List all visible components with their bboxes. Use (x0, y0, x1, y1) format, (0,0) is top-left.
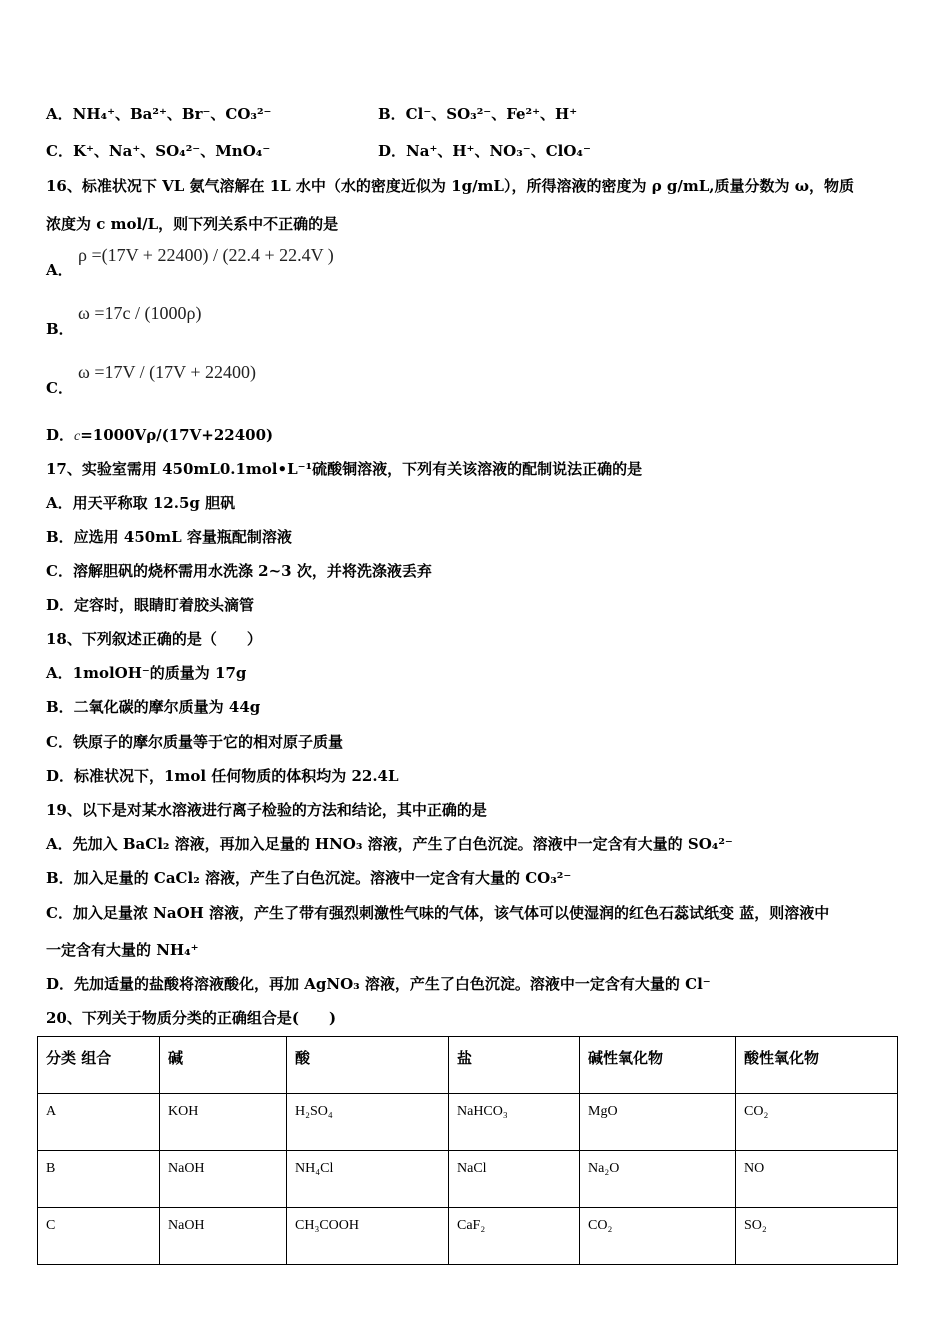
q15-option-c: C．K⁺、Na⁺、SO₄²⁻、MnO₄⁻ (46, 142, 271, 160)
q17-option-c: C．溶解胆矾的烧杯需用水洗涤 2~3 次，并将洗涤液丢弃 (46, 562, 432, 580)
q17-option-d: D．定容时，眼睛盯着胶头滴管 (46, 596, 255, 614)
q18-option-a: A．1molOH⁻的质量为 17g (46, 664, 247, 682)
q16-option-a-formula: ρ =(17V + 22400) / (22.4 + 22.4V ) (78, 245, 334, 265)
table-cell: NaHCO₃ (449, 1094, 580, 1151)
q15-option-d: D．Na⁺、H⁺、NO₃⁻、ClO₄⁻ (378, 142, 591, 160)
q17-option-b: B．应选用 450mL 容量瓶配制溶液 (46, 528, 292, 546)
q16-option-b-formula: ω =17c / (1000ρ) (78, 303, 202, 323)
q16-option-d-symbol: c (74, 429, 81, 444)
table-cell: B (38, 1151, 160, 1208)
table-header-row (38, 1037, 898, 1094)
table-cell: NaCl (449, 1151, 580, 1208)
q19-option-c-line2: 一定含有大量的 NH₄⁺ (46, 941, 199, 959)
table-cell: CO₂ (580, 1208, 736, 1265)
q19-option-b: B．加入足量的 CaCl₂ 溶液，产生了白色沉淀。溶液中一定含有大量的 CO₃²⁻ (46, 869, 572, 887)
table-cell: KOH (160, 1094, 287, 1151)
table-cell: NaOH (160, 1151, 287, 1208)
q18-option-d: D．标准状况下，1mol 任何物质的体积均为 22.4L (46, 767, 399, 785)
q16-option-d (46, 424, 273, 445)
table-cell: CH₃COOH (287, 1208, 449, 1265)
table-row (38, 1094, 898, 1151)
q20-stem: 20、下列关于物质分类的正确组合是( ) (46, 1009, 337, 1027)
table-cell: H₂SO₄ (287, 1094, 449, 1151)
q16-stem-line1: 16、标准状况下 VL 氨气溶解在 1L 水中（水的密度近似为 1g/mL），所得溶液的密度为 ρ g/mL,质量分数为 ω，物质 (46, 177, 855, 195)
table-cell: A (38, 1094, 160, 1151)
q16-option-d-label: D． (46, 426, 75, 444)
q19-option-a: A．先加入 BaCl₂ 溶液，再加入足量的 HNO₃ 溶液，产生了白色沉淀。溶液中一定含有大量的 SO₄²⁻ (46, 835, 733, 853)
table-cell: NH₄Cl (287, 1151, 449, 1208)
q18-option-c: C．铁原子的摩尔质量等于它的相对原子质量 (46, 733, 343, 751)
q16-option-d-text: =1000Vρ/(17V+22400) (80, 426, 274, 444)
q15-option-a: A．NH₄⁺、Ba²⁺、Br⁻、CO₃²⁻ (46, 105, 272, 123)
table-cell: MgO (580, 1094, 736, 1151)
q15-option-b: B．Cl⁻、SO₃²⁻、Fe²⁺、H⁺ (378, 105, 578, 123)
classification-table (37, 1036, 898, 1265)
q18-option-b: B．二氧化碳的摩尔质量为 44g (46, 698, 261, 716)
header-cell: 酸 (287, 1037, 449, 1094)
q16-option-c-formula: ω =17V / (17V + 22400) (78, 362, 256, 382)
table-cell: SO₂ (736, 1208, 898, 1265)
table-cell: NO (736, 1151, 898, 1208)
table-cell: CaF₂ (449, 1208, 580, 1265)
table-cell: NaOH (160, 1208, 287, 1265)
q16-option-b-label: B． (46, 320, 74, 338)
q16-stem-line2: 浓度为 c mol/L，则下列关系中不正确的是 (46, 215, 339, 233)
header-cell: 分类 组合 (38, 1037, 160, 1094)
table-row (38, 1151, 898, 1208)
q16-option-a-label: A． (46, 261, 73, 279)
q19-option-d: D．先加适量的盐酸将溶液酸化，再加 AgNO₃ 溶液，产生了白色沉淀。溶液中一定含有大量的 Cl⁻ (46, 975, 711, 993)
table-row (38, 1208, 898, 1265)
q16-option-c-label: C． (46, 379, 73, 397)
header-cell: 盐 (449, 1037, 580, 1094)
table-cell: C (38, 1208, 160, 1265)
q19-stem: 19、以下是对某水溶液进行离子检验的方法和结论，其中正确的是 (46, 801, 487, 819)
header-cell: 碱 (160, 1037, 287, 1094)
header-cell: 酸性氧化物 (736, 1037, 898, 1094)
table-cell: CO₂ (736, 1094, 898, 1151)
q17-stem: 17、实验室需用 450mL0.1mol•L⁻¹硫酸铜溶液，下列有关该溶液的配制说法正确的是 (46, 460, 643, 478)
q19-option-c-line1: C．加入足量浓 NaOH 溶液，产生了带有强烈刺激性气味的气体，该气体可以使湿润的红色石蕊试纸变 蓝，则溶液中 (46, 904, 830, 922)
q18-stem: 18、下列叙述正确的是（ ） (46, 630, 262, 648)
table-cell: Na₂O (580, 1151, 736, 1208)
q17-option-a: A．用天平称取 12.5g 胆矾 (46, 494, 236, 512)
header-cell: 碱性氧化物 (580, 1037, 736, 1094)
